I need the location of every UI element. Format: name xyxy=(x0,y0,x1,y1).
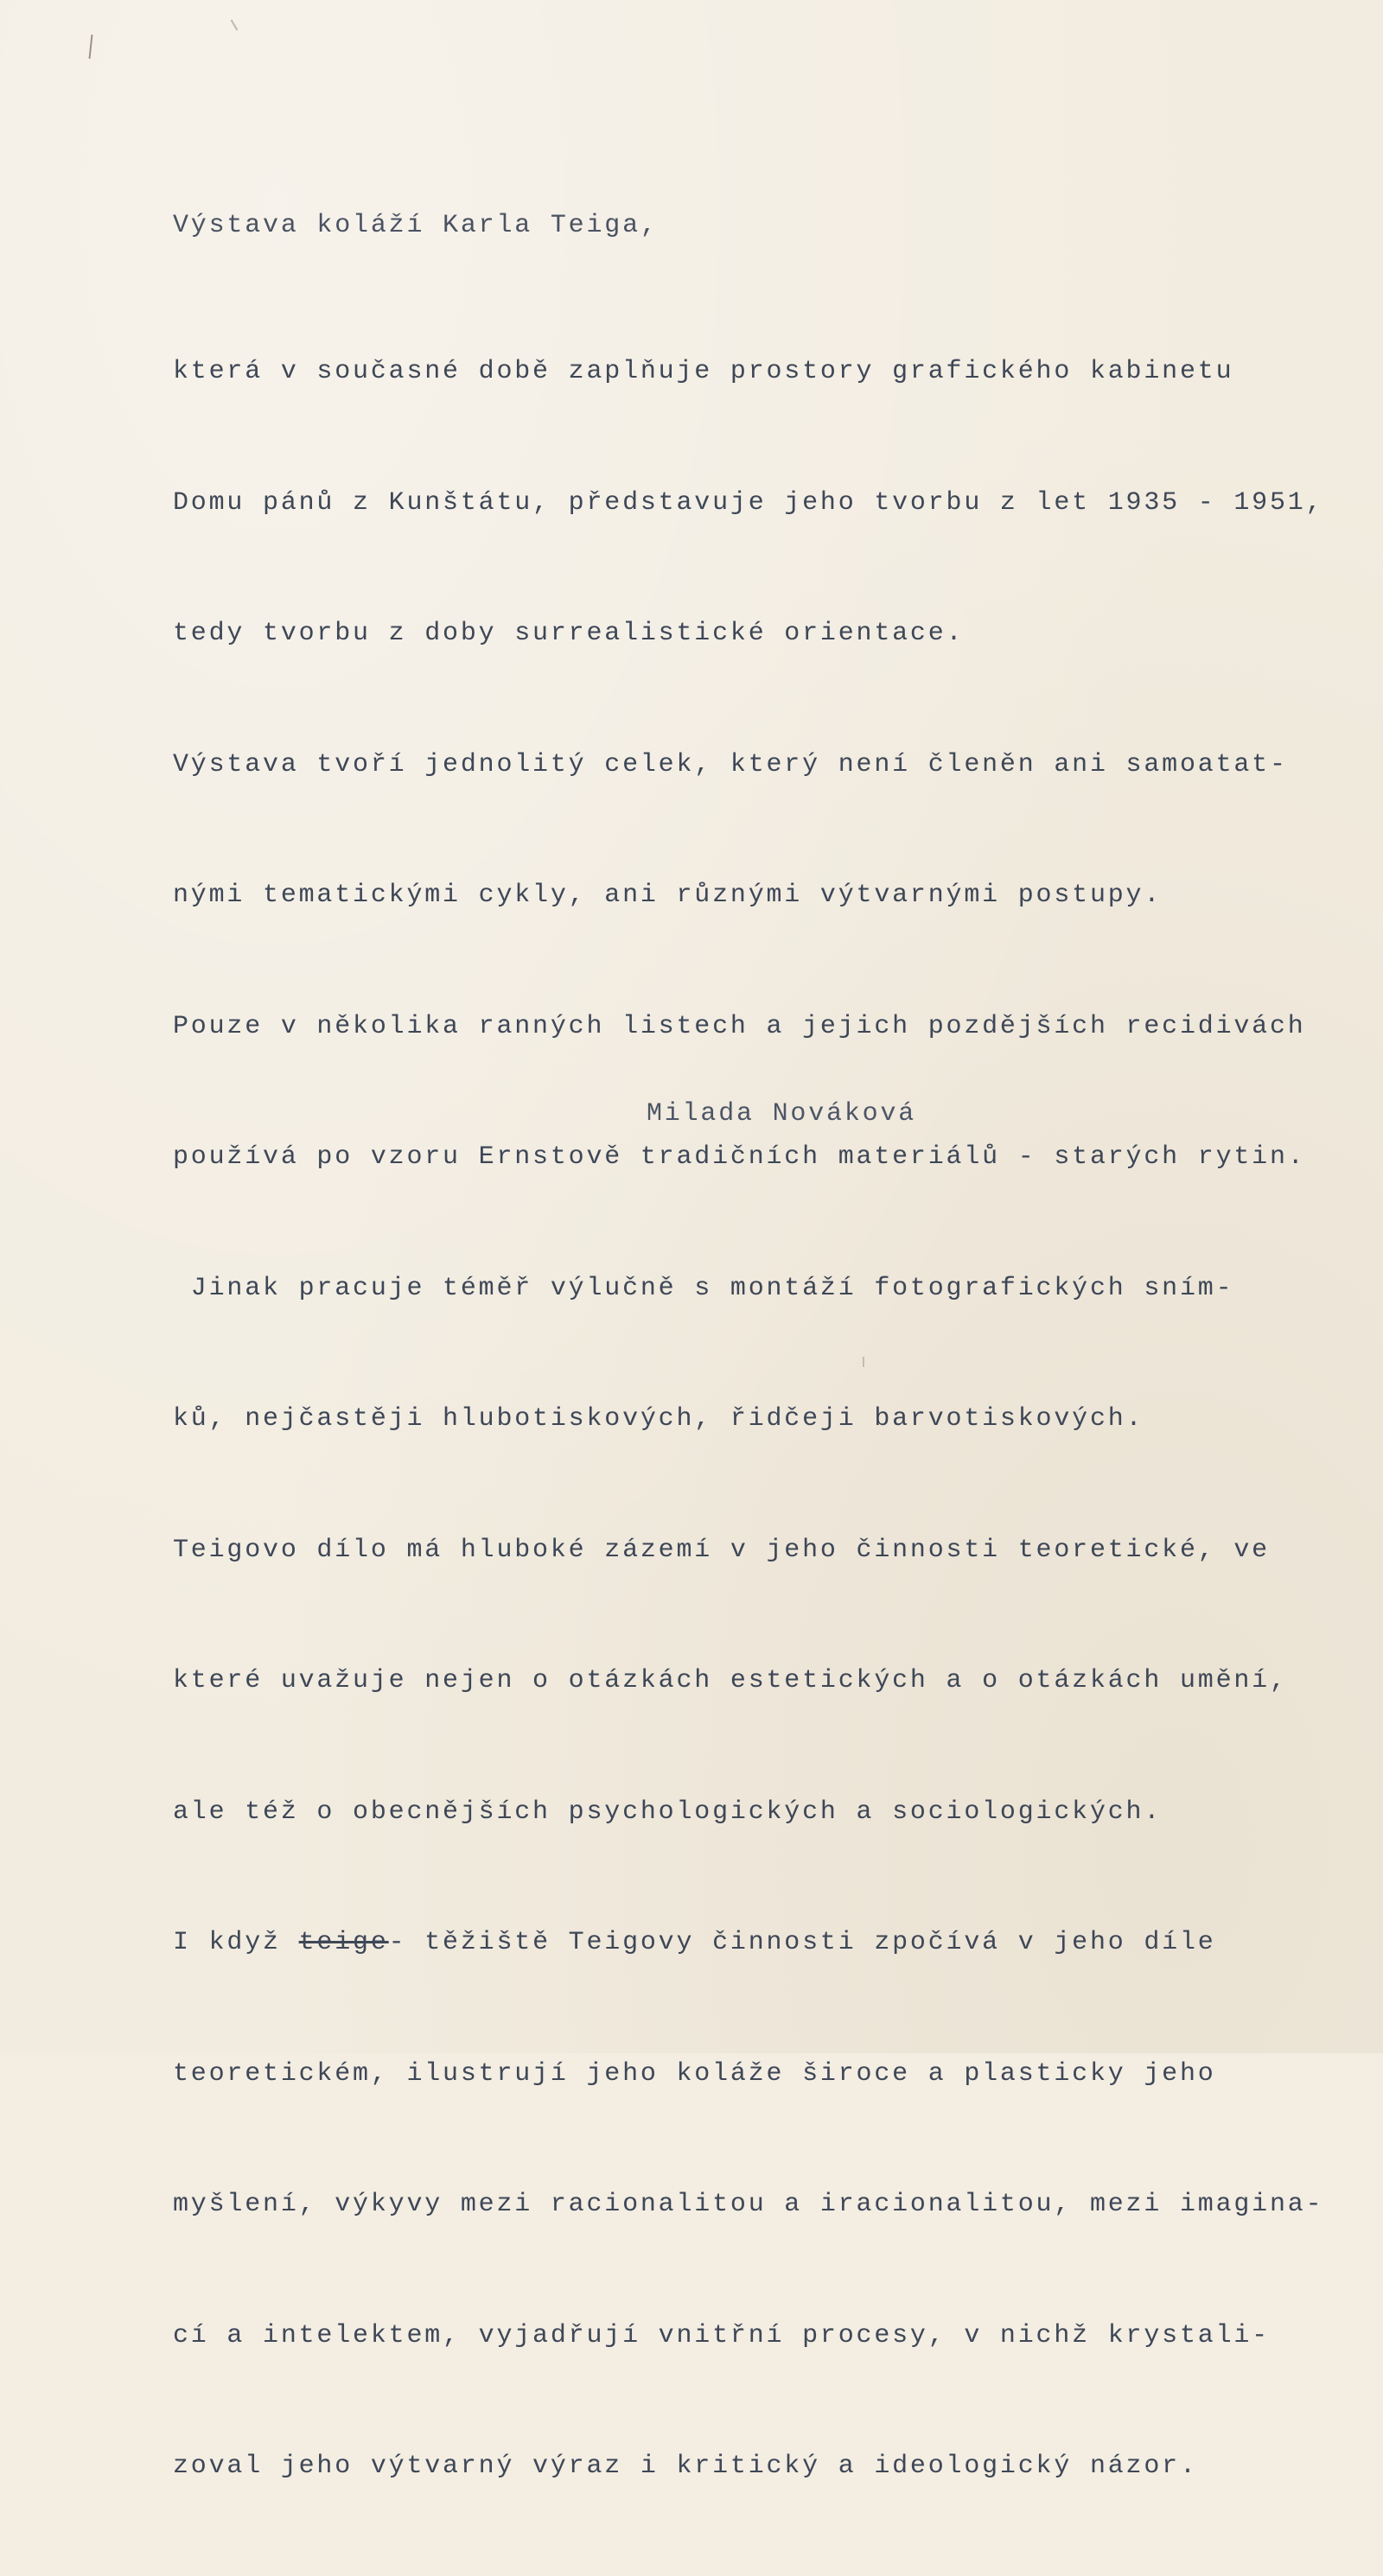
text-line: myšlení, výkyvy mezi racionalitou a iracionalitou, mezi imagina- xyxy=(173,2190,1324,2219)
pencil-mark xyxy=(89,35,93,59)
document-title: Výstava koláží Karla Teiga, xyxy=(173,211,659,240)
text-line: Domu pánů z Kunštátu, představuje jeho tvorbu z let 1935 - 1951, xyxy=(173,487,1324,518)
text-line: teoretickém, ilustrují jeho koláže široce a plasticky jeho xyxy=(173,2058,1216,2089)
text-line: nými tematickými cykly, ani různými výtvarnými postupy. xyxy=(173,881,1163,910)
text-line: Jinak pracuje téměř výlučně s montáží fotografických sním- xyxy=(173,1273,1234,1303)
text-line: která v současné době zaplňuje prostory grafického kabinetu xyxy=(173,357,1234,386)
text-line: používá po vzoru Ernstově tradičních materiálů - starých rytin. xyxy=(173,1142,1306,1172)
text-line: tedy tvorbu z doby surrealistické orientace. xyxy=(173,619,965,648)
pencil-mark xyxy=(231,19,239,30)
struck-out-word: teige xyxy=(298,1928,389,1957)
text-line: Výstava tvoří jednolitý celek, který není členěn ani samoatat- xyxy=(173,749,1288,779)
text-line: ale též o obecnějších psychologických a sociologických. xyxy=(173,1797,1163,1827)
text-line: ků, nejčastěji hlubotiskových, řidčeji barvotiskových. xyxy=(173,1404,1144,1434)
text-line: které uvažuje nejen o otázkách estetických a o otázkách umění, xyxy=(173,1666,1288,1695)
text-line: Teigovo dílo má hluboké zázemí v jeho činnosti teoretické, ve xyxy=(173,1535,1270,1565)
text-line: cí a intelektem, vyjadřují vnitřní procesy, v nichž krystali- xyxy=(173,2320,1270,2350)
text-line: zoval jeho výtvarný výraz i kritický a ideologický názor. xyxy=(173,2452,1198,2481)
text-line: Pouze v několika ranných listech a jejich pozdějších recidivách xyxy=(173,1011,1306,1041)
line-suffix: - těžiště Teigovy činnosti zpočívá v jeho díle xyxy=(388,1928,1216,1957)
author-signature: Milada Nováková xyxy=(647,1099,917,1129)
text-line-with-correction xyxy=(173,1921,1323,1965)
line-prefix: I když xyxy=(173,1928,299,1957)
document-body xyxy=(173,263,1323,2576)
